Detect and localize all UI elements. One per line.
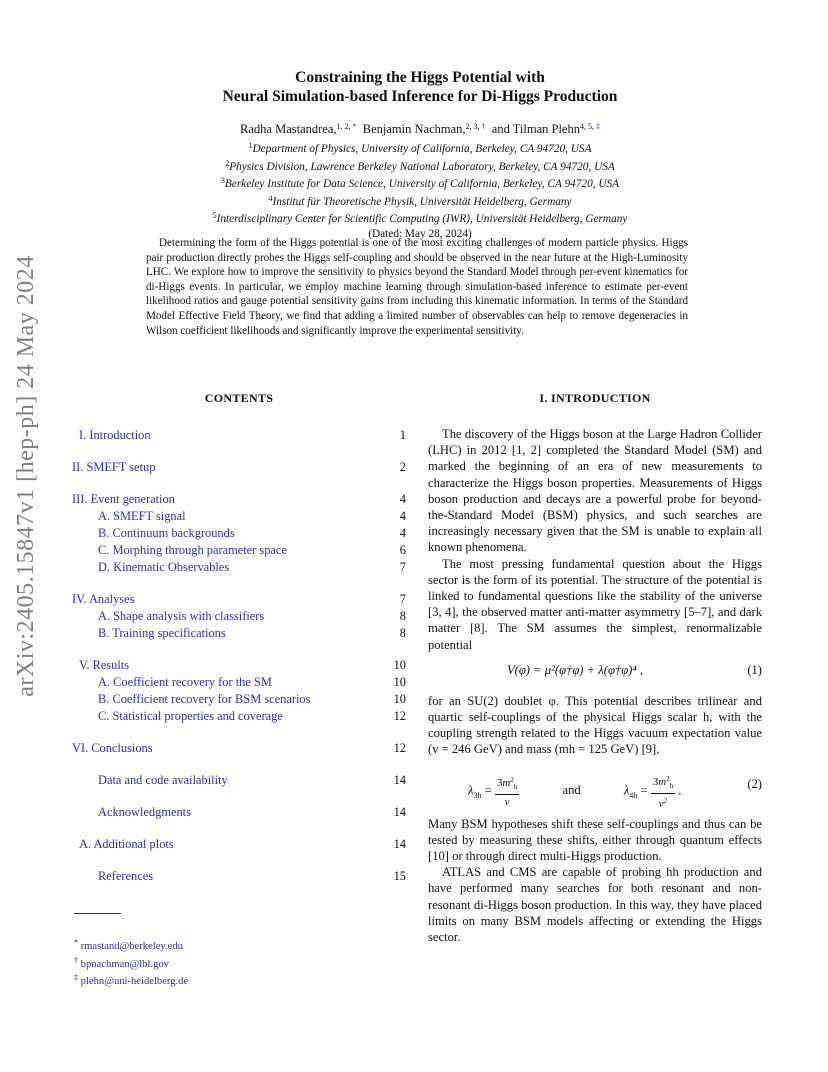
- affiliation-4: [130, 192, 710, 210]
- affiliation-5: [130, 209, 710, 227]
- title-line-1: Constraining the Higgs Potential with: [295, 69, 545, 86]
- toc-entry-page: 8: [399, 609, 406, 623]
- contents-heading: CONTENTS: [204, 391, 274, 405]
- author-1-marks: 1, 2,: [336, 122, 353, 131]
- intro-paragraph-4: Many BSM hypotheses shift these self-couplings and thus can be tested by measuring these shifts, either through quantum effects [10] or through direct multi-Higgs production.: [428, 816, 762, 864]
- toc-entry-label[interactable]: V. Results: [79, 658, 130, 672]
- toc-entry-page: 14: [393, 805, 406, 819]
- author-2-footnote-link[interactable]: †: [481, 122, 486, 131]
- toc-entry-page: 12: [393, 741, 406, 755]
- toc-entry-page: 10: [393, 692, 406, 706]
- introduction-body: [428, 426, 762, 945]
- toc-entry-page: 2: [399, 460, 406, 474]
- author-1-name: Radha Mastandrea,: [240, 122, 337, 136]
- footnote-1-mark: *: [74, 938, 78, 947]
- affiliation-1-text: Department of Physics, University of California, Berkeley, CA 94720, USA: [252, 143, 592, 155]
- dated-line: (Dated: May 28, 2024): [368, 227, 472, 240]
- toc-entry-label[interactable]: B. Training specifications: [98, 626, 226, 640]
- author-list: [150, 122, 690, 137]
- affiliation-1: [130, 139, 710, 157]
- footnote-1-email-link[interactable]: rmastand@berkeley.edu: [80, 941, 183, 952]
- toc-entry[interactable]: [72, 692, 406, 708]
- affiliation-5-text: Interdisciplinary Center for Scientific Computing (IWR), Universität Heidelberg, Germany: [216, 213, 628, 226]
- toc-entry-page: 10: [393, 675, 406, 689]
- toc-entry-label[interactable]: A. SMEFT signal: [98, 509, 186, 523]
- author-3-name: and Tilman Plehn: [491, 122, 580, 136]
- affiliation-3-number: 3: [220, 176, 225, 186]
- toc-entry-page: 4: [399, 526, 406, 540]
- toc-entry[interactable]: [72, 560, 406, 576]
- toc-entry-page: 6: [399, 543, 406, 557]
- footnote-3-email-link[interactable]: plehn@uni-heidelberg.de: [80, 976, 189, 987]
- toc-entry[interactable]: [72, 869, 406, 885]
- affiliation-3: [130, 174, 710, 192]
- footnote-3-mark: ‡: [74, 973, 78, 982]
- toc-entry-label[interactable]: A. Additional plots: [79, 837, 174, 851]
- toc-entry[interactable]: [72, 658, 406, 674]
- equation-2-content: $\lambda_{3h}$ = $\frac{3m^2_h}{v}$ and $\lambda_{4h}$ = $\frac{3m^2_h}{v^2}$ .: [468, 772, 681, 811]
- toc-entry[interactable]: [72, 773, 406, 789]
- equation-2: [428, 758, 762, 816]
- author-1-footnote-link[interactable]: *: [352, 122, 357, 131]
- affiliation-3-text: Berkeley Institute for Data Science, University of California, Berkeley, CA 94720, USA: [224, 178, 620, 191]
- title-line-2: Neural Simulation-based Inference for Di-Higgs Production: [222, 88, 618, 105]
- equation-1: [428, 653, 762, 693]
- toc-entry-page: 1: [399, 428, 406, 442]
- author-3-marks: 4, 5,: [579, 122, 596, 131]
- toc-entry[interactable]: [72, 675, 406, 691]
- toc-entry-label[interactable]: A. Shape analysis with classifiers: [98, 609, 265, 623]
- intro-paragraph-5: ATLAS and CMS are capable of probing hh production and have performed many searches for both resonant and non-resonant di-Higgs boson production. In this way, they have placed limits on many BSM models affecting or extending the Higgs sector.: [428, 865, 762, 945]
- affiliation-4-text: Institut für Theoretische Physik, Universität Heidelberg, Germany: [272, 195, 572, 208]
- toc-entry-label[interactable]: A. Coefficient recovery for the SM: [98, 675, 272, 689]
- affiliation-4-number: 4: [268, 193, 273, 203]
- footnote-2-email-link[interactable]: bpnachman@lbl.gov: [80, 958, 169, 970]
- toc-entry[interactable]: [72, 805, 406, 821]
- affiliation-2-text: Physics Division, Lawrence Berkeley National Laboratory, Berkeley, CA 94720, USA: [229, 160, 615, 173]
- toc-entry[interactable]: [72, 592, 406, 608]
- toc-entry[interactable]: [72, 460, 406, 476]
- toc-entry-page: 7: [399, 592, 406, 606]
- footnote-2-mark: †: [74, 955, 78, 965]
- toc-entry-page: 14: [393, 773, 406, 787]
- toc-entry-label[interactable]: III. Event generation: [72, 492, 175, 506]
- paper-title: [150, 68, 690, 106]
- introduction-heading: I. INTRODUCTION: [539, 391, 651, 405]
- toc-entry-label[interactable]: C. Morphing through parameter space: [98, 543, 287, 557]
- toc-entry-label[interactable]: IV. Analyses: [72, 592, 135, 606]
- toc-entry-label[interactable]: Data and code availability: [98, 773, 228, 787]
- toc-entry-label[interactable]: VI. Conclusions: [72, 741, 153, 755]
- affiliation-5-number: 5: [212, 211, 217, 221]
- toc-entry-label[interactable]: II. SMEFT setup: [72, 460, 156, 474]
- toc-entry-page: 4: [399, 492, 406, 506]
- footnote-3: [74, 971, 374, 989]
- toc-entry[interactable]: [72, 837, 406, 853]
- affiliation-1-number: 1: [248, 141, 253, 150]
- toc-entry[interactable]: [72, 543, 406, 559]
- toc-entry-label[interactable]: I. Introduction: [79, 428, 151, 442]
- toc-entry-label[interactable]: C. Statistical properties and coverage: [98, 709, 283, 723]
- abstract: Determining the form of the Higgs potential is one of the most exciting challenges of modern particle physics. Higgs pair production directly probes the Higgs self-coupling and should be observed in the near future at the High-Luminosity LHC. We explore how to improve the sensitivity to physics beyond the Standard Model through per-event kinematics for di-Higgs events. In particular, we employ machine learning through simulation-based inference to estimate per-event likelihood ratios and gauge potential sensitivity gains from including this kinematic information. In terms of the Standard Model Effective Field Theory, we find that adding a limited number of observables can help to remove degeneracies in Wilson coefficient likelihoods and significantly improve the experimental sensitivity.: [146, 237, 688, 337]
- toc-entry-page: 12: [393, 709, 406, 723]
- toc-entry-page: 8: [399, 626, 406, 640]
- toc-entry-page: 7: [399, 560, 406, 574]
- toc-entry[interactable]: [72, 626, 406, 642]
- toc-entry-label[interactable]: Acknowledgments: [98, 805, 191, 819]
- equation-2-and: and: [562, 783, 581, 798]
- intro-paragraph-3: for an SU(2) doublet φ. This potential describes trilinear and quartic self-couplings of the physical Higgs scalar h, with the coupling strength related to the Higgs vacuum expectation value (v = 246 GeV) and mass (mh = 125 GeV) [9],: [428, 693, 762, 757]
- toc-entry[interactable]: [72, 492, 406, 508]
- toc-entry-page: 14: [393, 837, 406, 851]
- toc-entry-page: 10: [393, 658, 406, 672]
- author-2-marks: 2, 3,: [465, 122, 482, 131]
- toc-entry-label[interactable]: References: [98, 869, 154, 883]
- toc-entry-label[interactable]: B. Coefficient recovery for BSM scenarios: [98, 692, 311, 706]
- equation-2-number: (2): [747, 776, 762, 791]
- footnote-2: [74, 954, 374, 972]
- footnotes: [74, 936, 374, 989]
- footnote-1: [74, 936, 374, 954]
- toc-entry[interactable]: [72, 428, 406, 444]
- toc-entry-label[interactable]: D. Kinematic Observables: [98, 560, 230, 574]
- toc-entry[interactable]: [72, 709, 406, 725]
- toc-entry-label[interactable]: B. Continuum backgrounds: [98, 526, 235, 540]
- toc-entry[interactable]: [72, 609, 406, 625]
- toc-entry[interactable]: [72, 509, 406, 525]
- affiliations: [130, 139, 710, 242]
- toc-entry-page: 15: [393, 869, 406, 883]
- affiliation-2: [130, 157, 710, 175]
- toc-entry[interactable]: [72, 526, 406, 542]
- equation-1-content: V(φ) = μ²(φ†φ) + λ(φ†φ)⁴ ,: [506, 662, 644, 677]
- toc-entry-page: 4: [399, 509, 406, 523]
- affiliation-2-number: 2: [225, 158, 230, 168]
- equation-1-number: (1): [747, 662, 762, 677]
- footnote-rule: [74, 913, 121, 914]
- toc-entry[interactable]: [72, 741, 406, 757]
- arxiv-identifier-stamp: arXiv:2405.15847v1 [hep-ph] 24 May 2024: [13, 255, 39, 697]
- intro-paragraph-2: The most pressing fundamental question about the Higgs sector is the form of its potential. The structure of the potential is linked to fundamental questions like the stability of the universe [3, 4], the observed matter anti-matter asymmetry [5–7], and dark matter [8]. The SM assumes the simplest, renormalizable potential: [428, 556, 762, 652]
- author-2-name: Benjamin Nachman,: [362, 122, 466, 136]
- intro-paragraph-1: The discovery of the Higgs boson at the Large Hadron Collider (LHC) in 2012 [1, 2] completed the Standard Model (SM) and marked the beginning of an era of new measurements to characterize the Higgs boson properties. Measurements of Higgs boson production and decays are a powerful probe for beyond-the-Standard Model (BSM) physics, and such searches are increasingly necessary given that the SM is unable to explain all known phenomena.: [428, 427, 762, 555]
- author-3-footnote-link[interactable]: ‡: [595, 122, 600, 131]
